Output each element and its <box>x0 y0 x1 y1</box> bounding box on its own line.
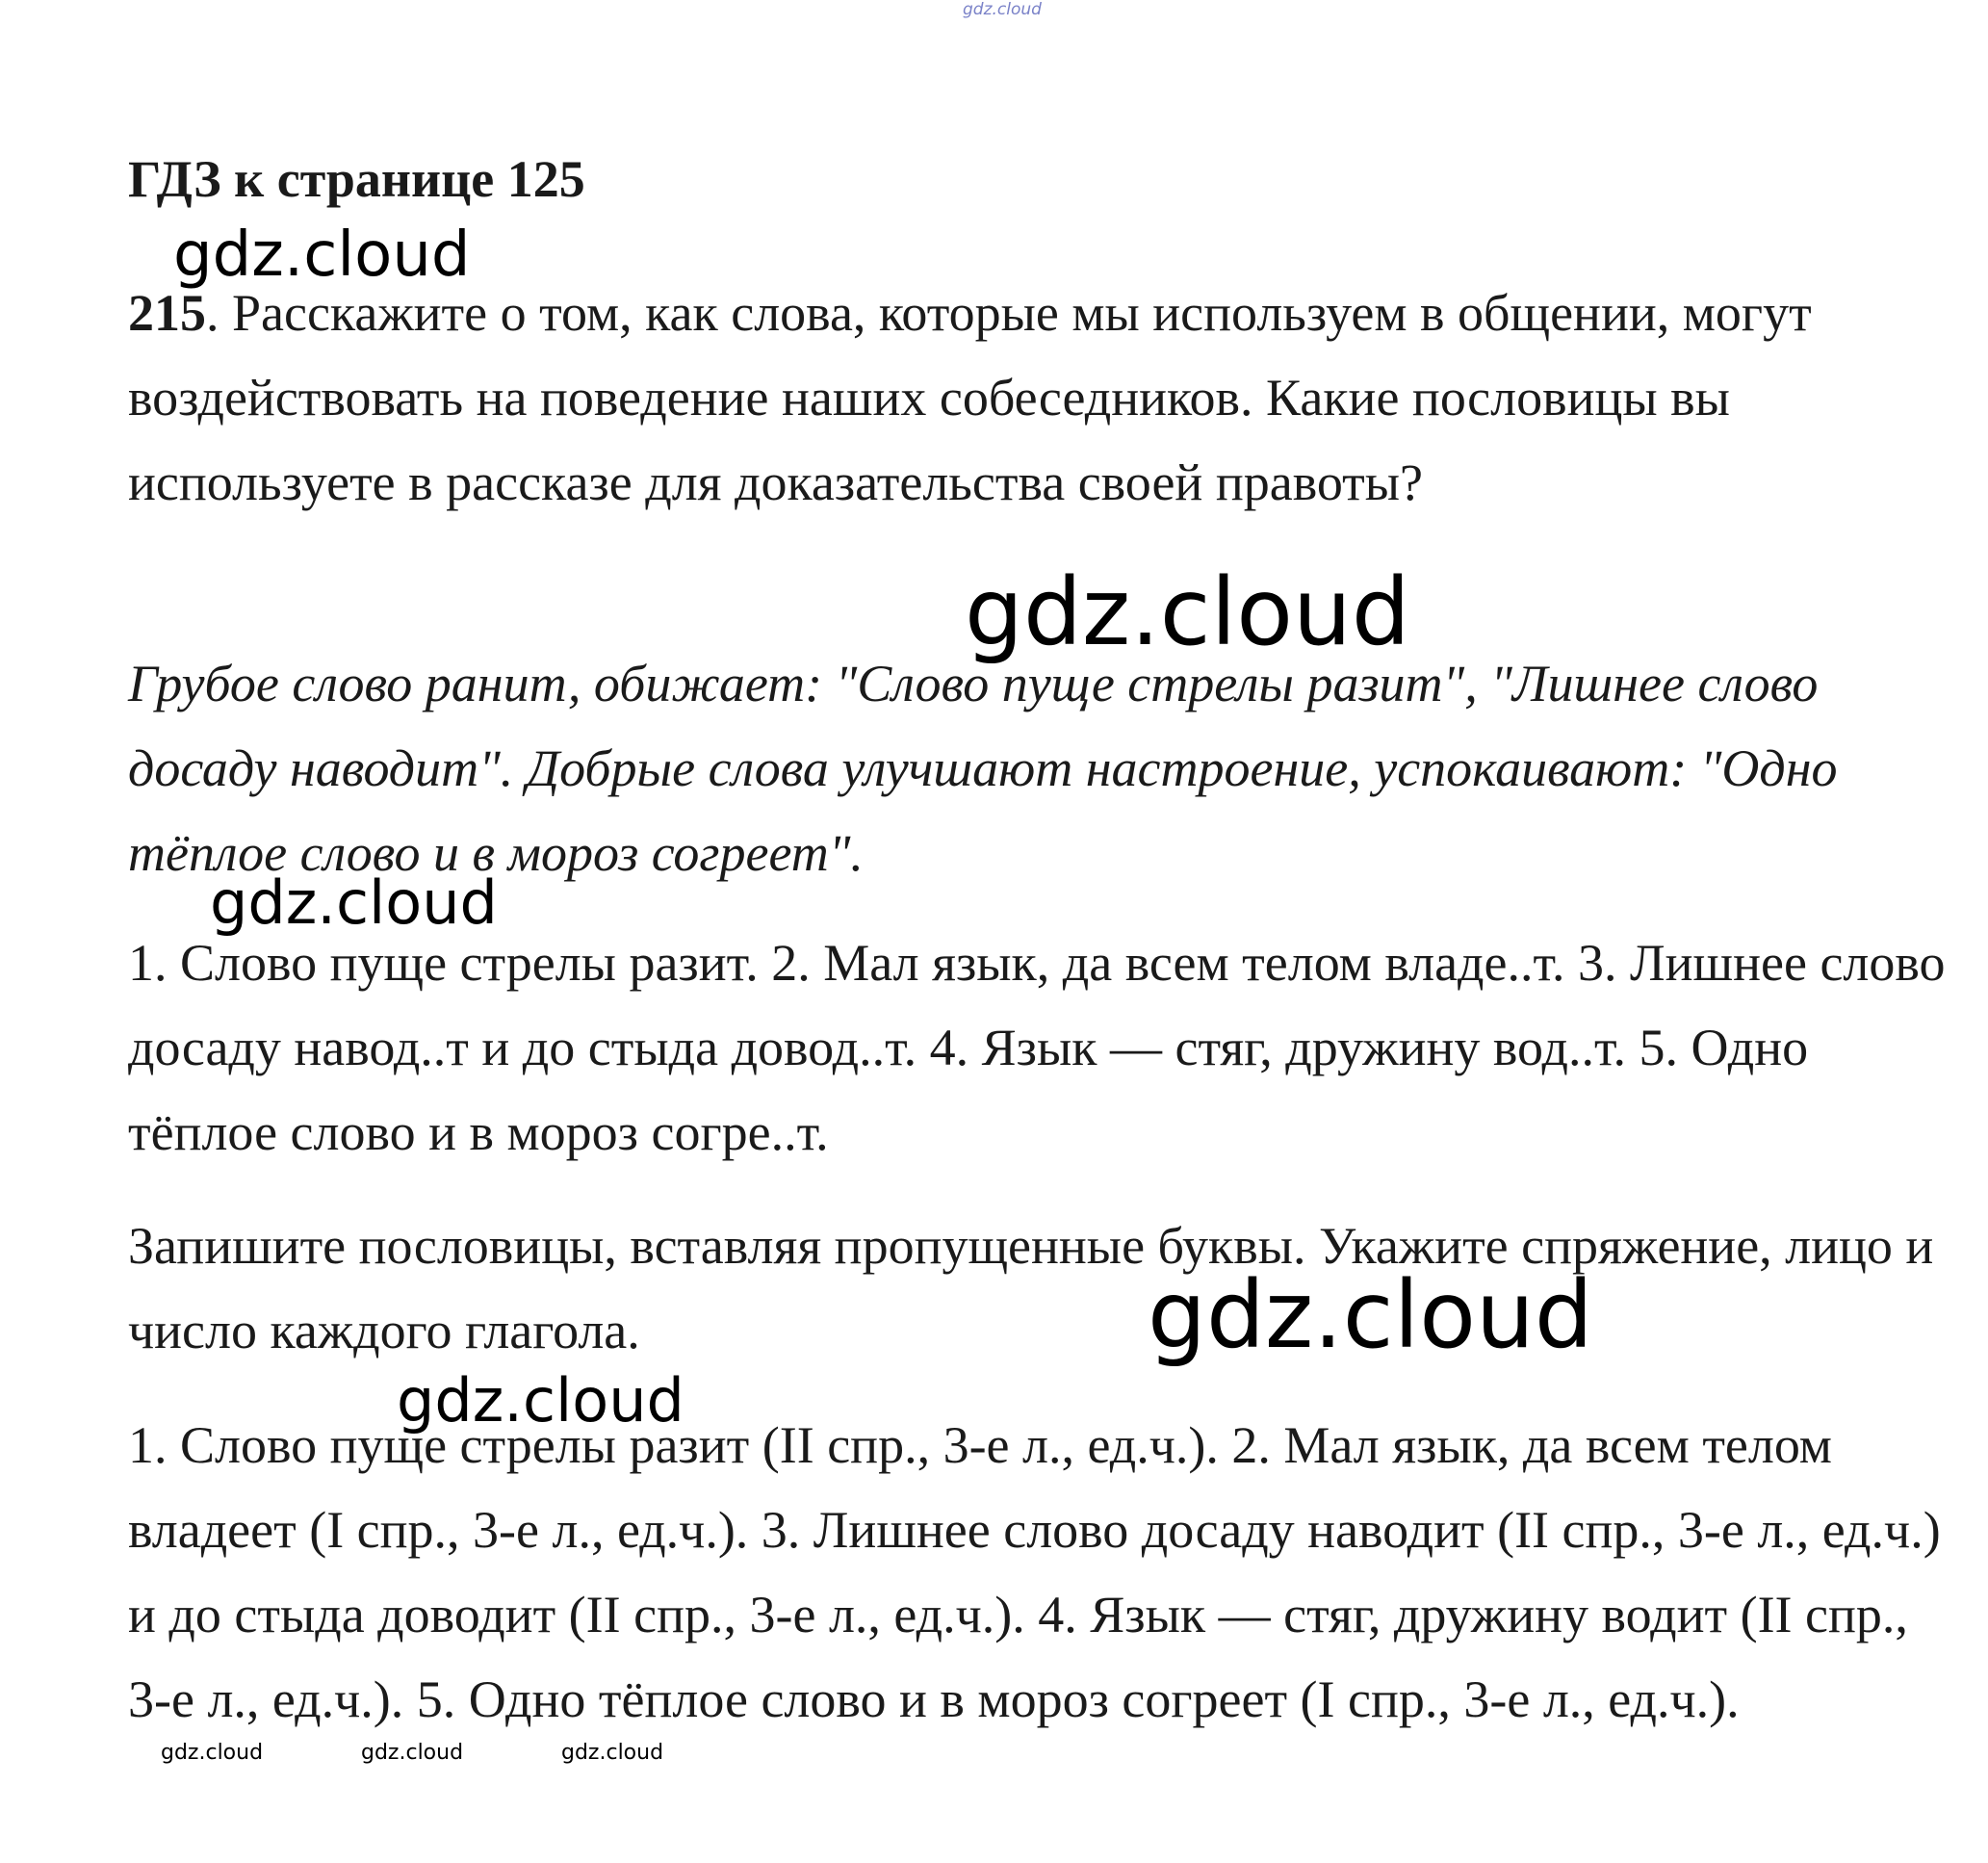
task-paragraph <box>128 271 1957 525</box>
watermark: gdz.cloud <box>1148 1261 1593 1369</box>
answer-paragraph: Грубое слово ранит, обижает: "Слово пуще стрелы разит", "Лишнее слово досаду наводит". Добрые слова улучшают настроение, успокаивают: "Одно тёплое слово и в мороз согреет". <box>128 655 1838 882</box>
watermark-small: gdz.cloud <box>561 1741 664 1765</box>
watermark: gdz.cloud <box>210 867 498 938</box>
watermark-small: gdz.cloud <box>361 1741 464 1765</box>
task-number: 215 <box>128 284 206 342</box>
watermark: gdz.cloud <box>965 558 1410 666</box>
watermark: gdz.cloud <box>173 220 471 291</box>
proverbs-paragraph: 1. Слово пуще стрелы разит. 2. Мал язык, да всем телом владе..т. 3. Лишнее слово досаду навод..т и до стыда довод..т. 4. Язык — стяг, дружину вод..т. 5. Одно тёплое слово и в мороз согре..т. <box>128 934 1946 1161</box>
watermark: gdz.cloud <box>397 1365 684 1436</box>
watermark-top: gdz.cloud <box>963 0 1042 19</box>
task-text: . Расскажите о том, как слова, которые мы используем в общении, могут воздействовать на поведение наших собеседников. Какие пословицы вы используете в рассказе для доказательства своей правоты? <box>128 284 1812 511</box>
watermark-small: gdz.cloud <box>161 1741 264 1765</box>
result-paragraph: 1. Слово пуще стрелы разит (II спр., 3-е л., ед.ч.). 2. Мал язык, да всем телом владеет (I спр., 3-е л., ед.ч.). 3. Лишнее слово досаду наводит (II спр., 3-е л., ед.ч.) и до стыда доводит (II спр., 3-е л., ед.ч.). 4. Язык — стяг, дружину водит (II спр., 3-е л., ед.ч.). 5. Одно тёплое слово и в мороз согреет (I спр., 3-е л., ед.ч.). <box>128 1416 1941 1728</box>
page-title: ГДЗ к странице 125 <box>128 150 585 208</box>
instruction-paragraph: Запишите пословицы, вставляя пропущенные буквы. Укажите спряжение, лицо и число каждого глагола. <box>128 1217 1934 1359</box>
